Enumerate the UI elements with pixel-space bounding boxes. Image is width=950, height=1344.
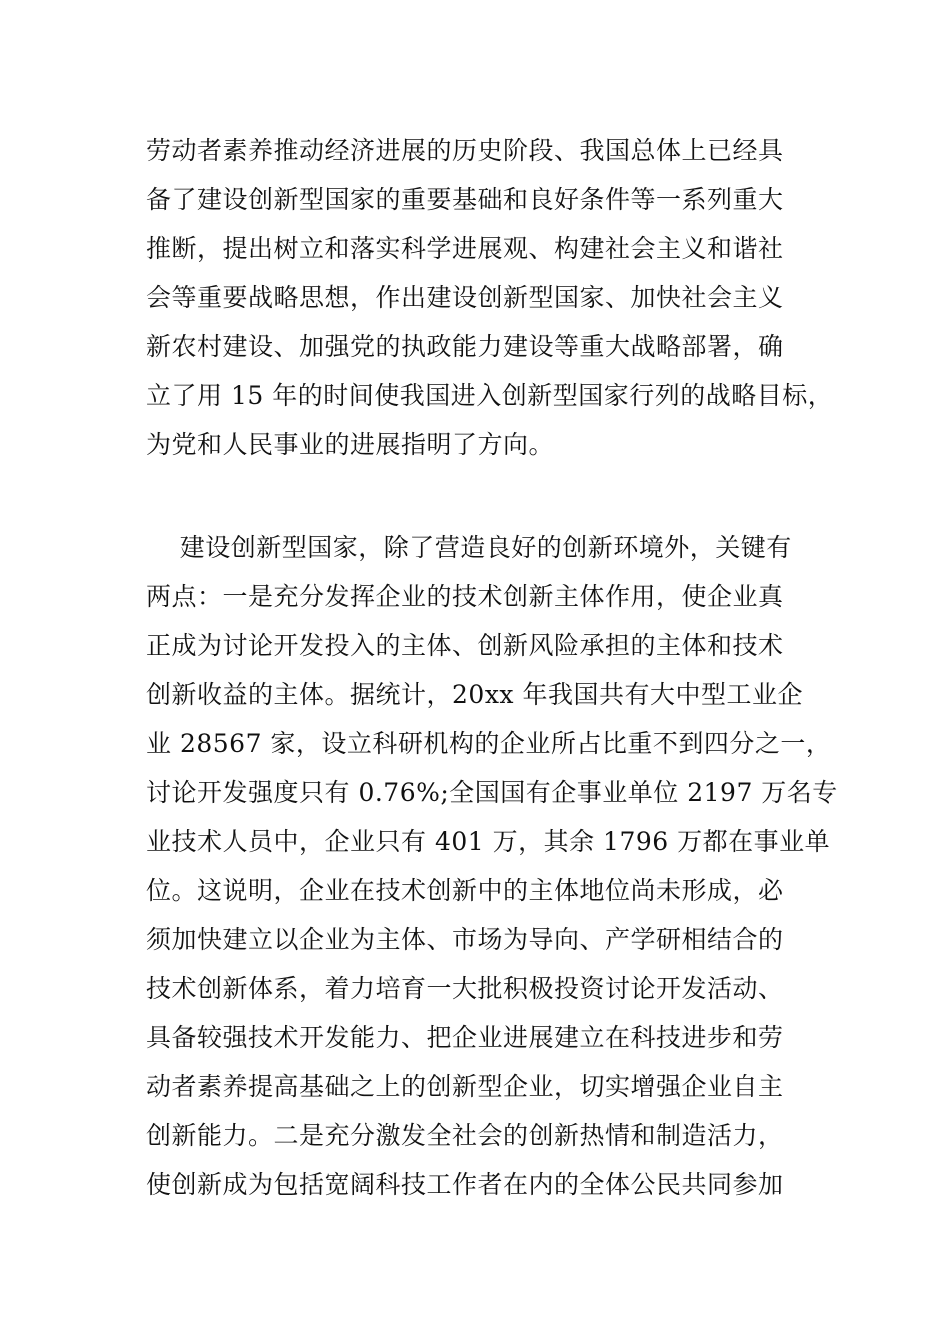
paragraph-line: 位。这说明，企业在技术创新中的主体地位尚未形成，必 <box>146 876 784 905</box>
paragraph-line: 业技术人员中，企业只有 401 万，其余 1796 万都在事业单 <box>146 827 831 856</box>
paragraph-line: 讨论开发强度只有 0.76%;全国国有企事业单位 2197 万名专 <box>146 778 838 807</box>
paragraph-line: 为党和人民事业的进展指明了方向。 <box>146 430 555 459</box>
paragraph-line: 具备较强技术开发能力、把企业进展建立在科技进步和劳 <box>146 1023 784 1052</box>
paragraph-line: 正成为讨论开发投入的主体、创新风险承担的主体和技术 <box>146 631 784 660</box>
paragraph-line: 立了用 15 年的时间使我国进入创新型国家行列的战略目标， <box>146 381 834 410</box>
paragraph-line: 创新收益的主体。据统计，20xx 年我国共有大中型工业企 <box>146 680 803 709</box>
paragraph-line: 建设创新型国家，除了营造良好的创新环境外，关键有 <box>146 533 792 562</box>
paragraph-line: 创新能力。二是充分激发全社会的创新热情和制造活力， <box>146 1121 784 1150</box>
paragraph-line: 新农村建设、加强党的执政能力建设等重大战略部署，确 <box>146 332 784 361</box>
paragraph-line: 技术创新体系，着力培育一大批积极投资讨论开发活动、 <box>146 974 784 1003</box>
paragraph-line: 须加快建立以企业为主体、市场为导向、产学研相结合的 <box>146 925 784 954</box>
paragraph-1 <box>146 126 834 469</box>
paragraph-line: 业 28567 家，设立科研机构的企业所占比重不到四分之一， <box>146 729 832 758</box>
paragraph-line: 备了建设创新型国家的重要基础和良好条件等一系列重大 <box>146 185 784 214</box>
paragraph-line: 两点：一是充分发挥企业的技术创新主体作用，使企业真 <box>146 582 784 611</box>
paragraph-line: 动者素养提高基础之上的创新型企业，切实增强企业自主 <box>146 1072 784 1101</box>
paragraph-2 <box>146 523 838 1209</box>
paragraph-line: 劳动者素养推动经济进展的历史阶段、我国总体上已经具 <box>146 136 784 165</box>
paragraph-line: 会等重要战略思想，作出建设创新型国家、加快社会主义 <box>146 283 784 312</box>
paragraph-line: 使创新成为包括宽阔科技工作者在内的全体公民共同参加 <box>146 1170 784 1199</box>
paragraph-line: 推断，提出树立和落实科学进展观、构建社会主义和谐社 <box>146 234 784 263</box>
